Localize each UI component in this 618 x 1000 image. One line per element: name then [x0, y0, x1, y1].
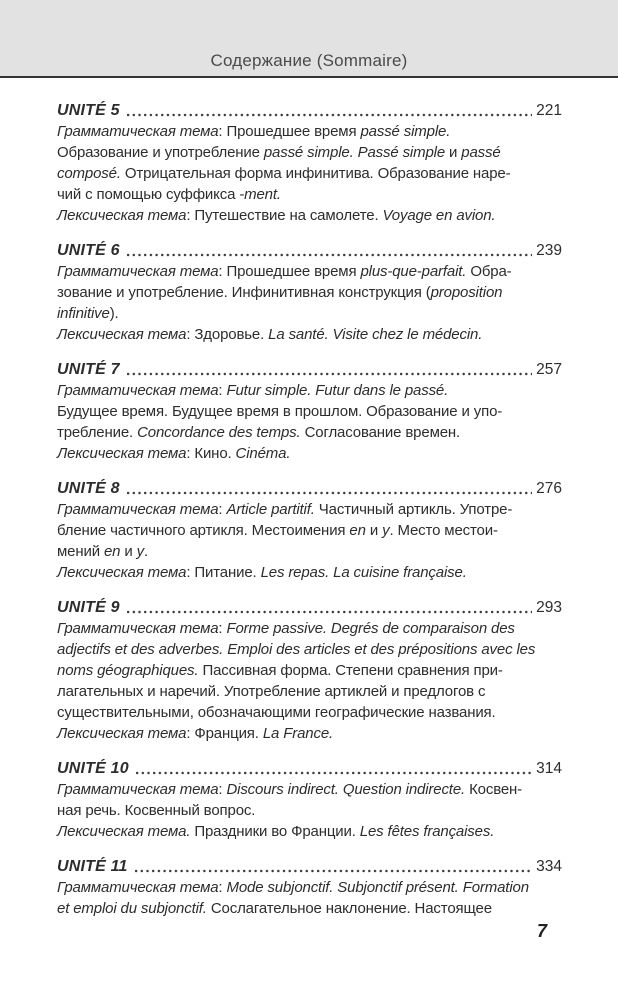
description-line: Лексическая тема: Франция. La France.: [57, 725, 334, 742]
description-line: лагательных и наречий. Употребление артиклей и предлогов с: [57, 683, 486, 700]
description-line: Грамматическая тема: Forme passive. Degrés de comparaison des: [57, 620, 515, 637]
dot-leader: [135, 856, 532, 877]
toc-unit: [57, 597, 562, 744]
toc-entry: [57, 597, 562, 618]
toc-entry-label: UNITÉ 5: [57, 102, 120, 119]
description-line: Лексическая тема: Здоровье. La santé. Visite chez le médecin.: [57, 326, 483, 343]
toc-entry-description: [57, 261, 562, 345]
toc-entry-page: 314: [536, 760, 562, 777]
toc-entry-page: 276: [536, 480, 562, 497]
toc-entry-description: [57, 499, 562, 583]
dot-leader: [127, 240, 532, 261]
description-line: Грамматическая тема: Прошедшее время passé simple.: [57, 123, 451, 140]
toc-entry: [57, 359, 562, 380]
description-line: бление частичного артикля. Местоимения en и y. Место местои-: [57, 522, 498, 539]
toc-entry-description: [57, 121, 562, 226]
description-line: существительными, обозначающими географические названия.: [57, 704, 496, 721]
toc-unit: [57, 478, 562, 583]
toc-entry-page: 334: [536, 858, 562, 875]
description-line: composé. Отрицательная форма инфинитива. Образование наре-: [57, 165, 511, 182]
toc-unit: [57, 359, 562, 464]
description-line: Лексическая тема: Кино. Cinéma.: [57, 445, 291, 462]
toc-unit: [57, 240, 562, 345]
description-line: noms géographiques. Пассивная форма. Степени сравнения при-: [57, 662, 503, 679]
toc-unit: [57, 758, 562, 842]
description-line: Грамматическая тема: Mode subjonctif. Subjonctif présent. Formation: [57, 879, 529, 896]
dot-leader: [127, 597, 532, 618]
toc-entry: [57, 240, 562, 261]
description-line: зование и употребление. Инфинитивная конструкция (proposition: [57, 284, 503, 301]
toc-entry-label: UNITÉ 7: [57, 361, 120, 378]
toc-entry-label: UNITÉ 11: [57, 858, 128, 875]
toc-list: [0, 78, 618, 919]
dot-leader: [127, 359, 532, 380]
toc-entry: [57, 856, 562, 877]
toc-entry-description: [57, 779, 562, 842]
toc-entry-label: UNITÉ 9: [57, 599, 120, 616]
toc-entry: [57, 758, 562, 779]
description-line: мений en и y.: [57, 543, 149, 560]
page-header: [0, 0, 618, 76]
toc-entry-page: 293: [536, 599, 562, 616]
description-line: Лексическая тема. Праздники во Франции. Les fêtes françaises.: [57, 823, 495, 840]
description-line: Грамматическая тема: Article partitif. Частичный артикль. Употре-: [57, 501, 513, 518]
toc-entry-page: 257: [536, 361, 562, 378]
description-line: требление. Concordance des temps. Согласование времен.: [57, 424, 461, 441]
toc-entry-description: [57, 380, 562, 464]
description-line: Образование и употребление passé simple. Passé simple и passé: [57, 144, 501, 161]
description-line: ная речь. Косвенный вопрос.: [57, 802, 256, 819]
toc-unit: [57, 100, 562, 226]
dot-leader: [127, 478, 532, 499]
toc-entry-label: UNITÉ 8: [57, 480, 120, 497]
description-line: Грамматическая тема: Прошедшее время plus-que-parfait. Обра-: [57, 263, 512, 280]
toc-entry-label: UNITÉ 6: [57, 242, 120, 259]
toc-unit: [57, 856, 562, 919]
dot-leader: [127, 100, 532, 121]
toc-entry-description: [57, 618, 562, 744]
toc-entry: [57, 478, 562, 499]
page-number: 7: [536, 921, 547, 941]
page-header-title: Содержание (Sommaire): [210, 51, 408, 70]
description-line: infinitive).: [57, 305, 119, 322]
toc-entry-label: UNITÉ 10: [57, 760, 129, 777]
toc-entry-page: 239: [536, 242, 562, 259]
description-line: Лексическая тема: Питание. Les repas. La cuisine française.: [57, 564, 467, 581]
toc-entry-page: 221: [536, 102, 562, 119]
description-line: Грамматическая тема: Discours indirect. Question indirecte. Косвен-: [57, 781, 523, 798]
description-line: чий с помощью суффикса -ment.: [57, 186, 281, 203]
toc-entry-description: [57, 877, 562, 919]
dot-leader: [136, 758, 532, 779]
description-line: Грамматическая тема: Futur simple. Futur dans le passé.: [57, 382, 449, 399]
toc-entry: [57, 100, 562, 121]
description-line: Лексическая тема: Путешествие на самолете. Voyage en avion.: [57, 207, 496, 224]
description-line: Будущее время. Будущее время в прошлом. Образование и упо-: [57, 403, 503, 420]
description-line: adjectifs et des adverbes. Emploi des articles et des prépositions avec les: [57, 641, 536, 658]
description-line: et emploi du subjonctif. Сослагательное наклонение. Настоящее: [57, 900, 492, 917]
